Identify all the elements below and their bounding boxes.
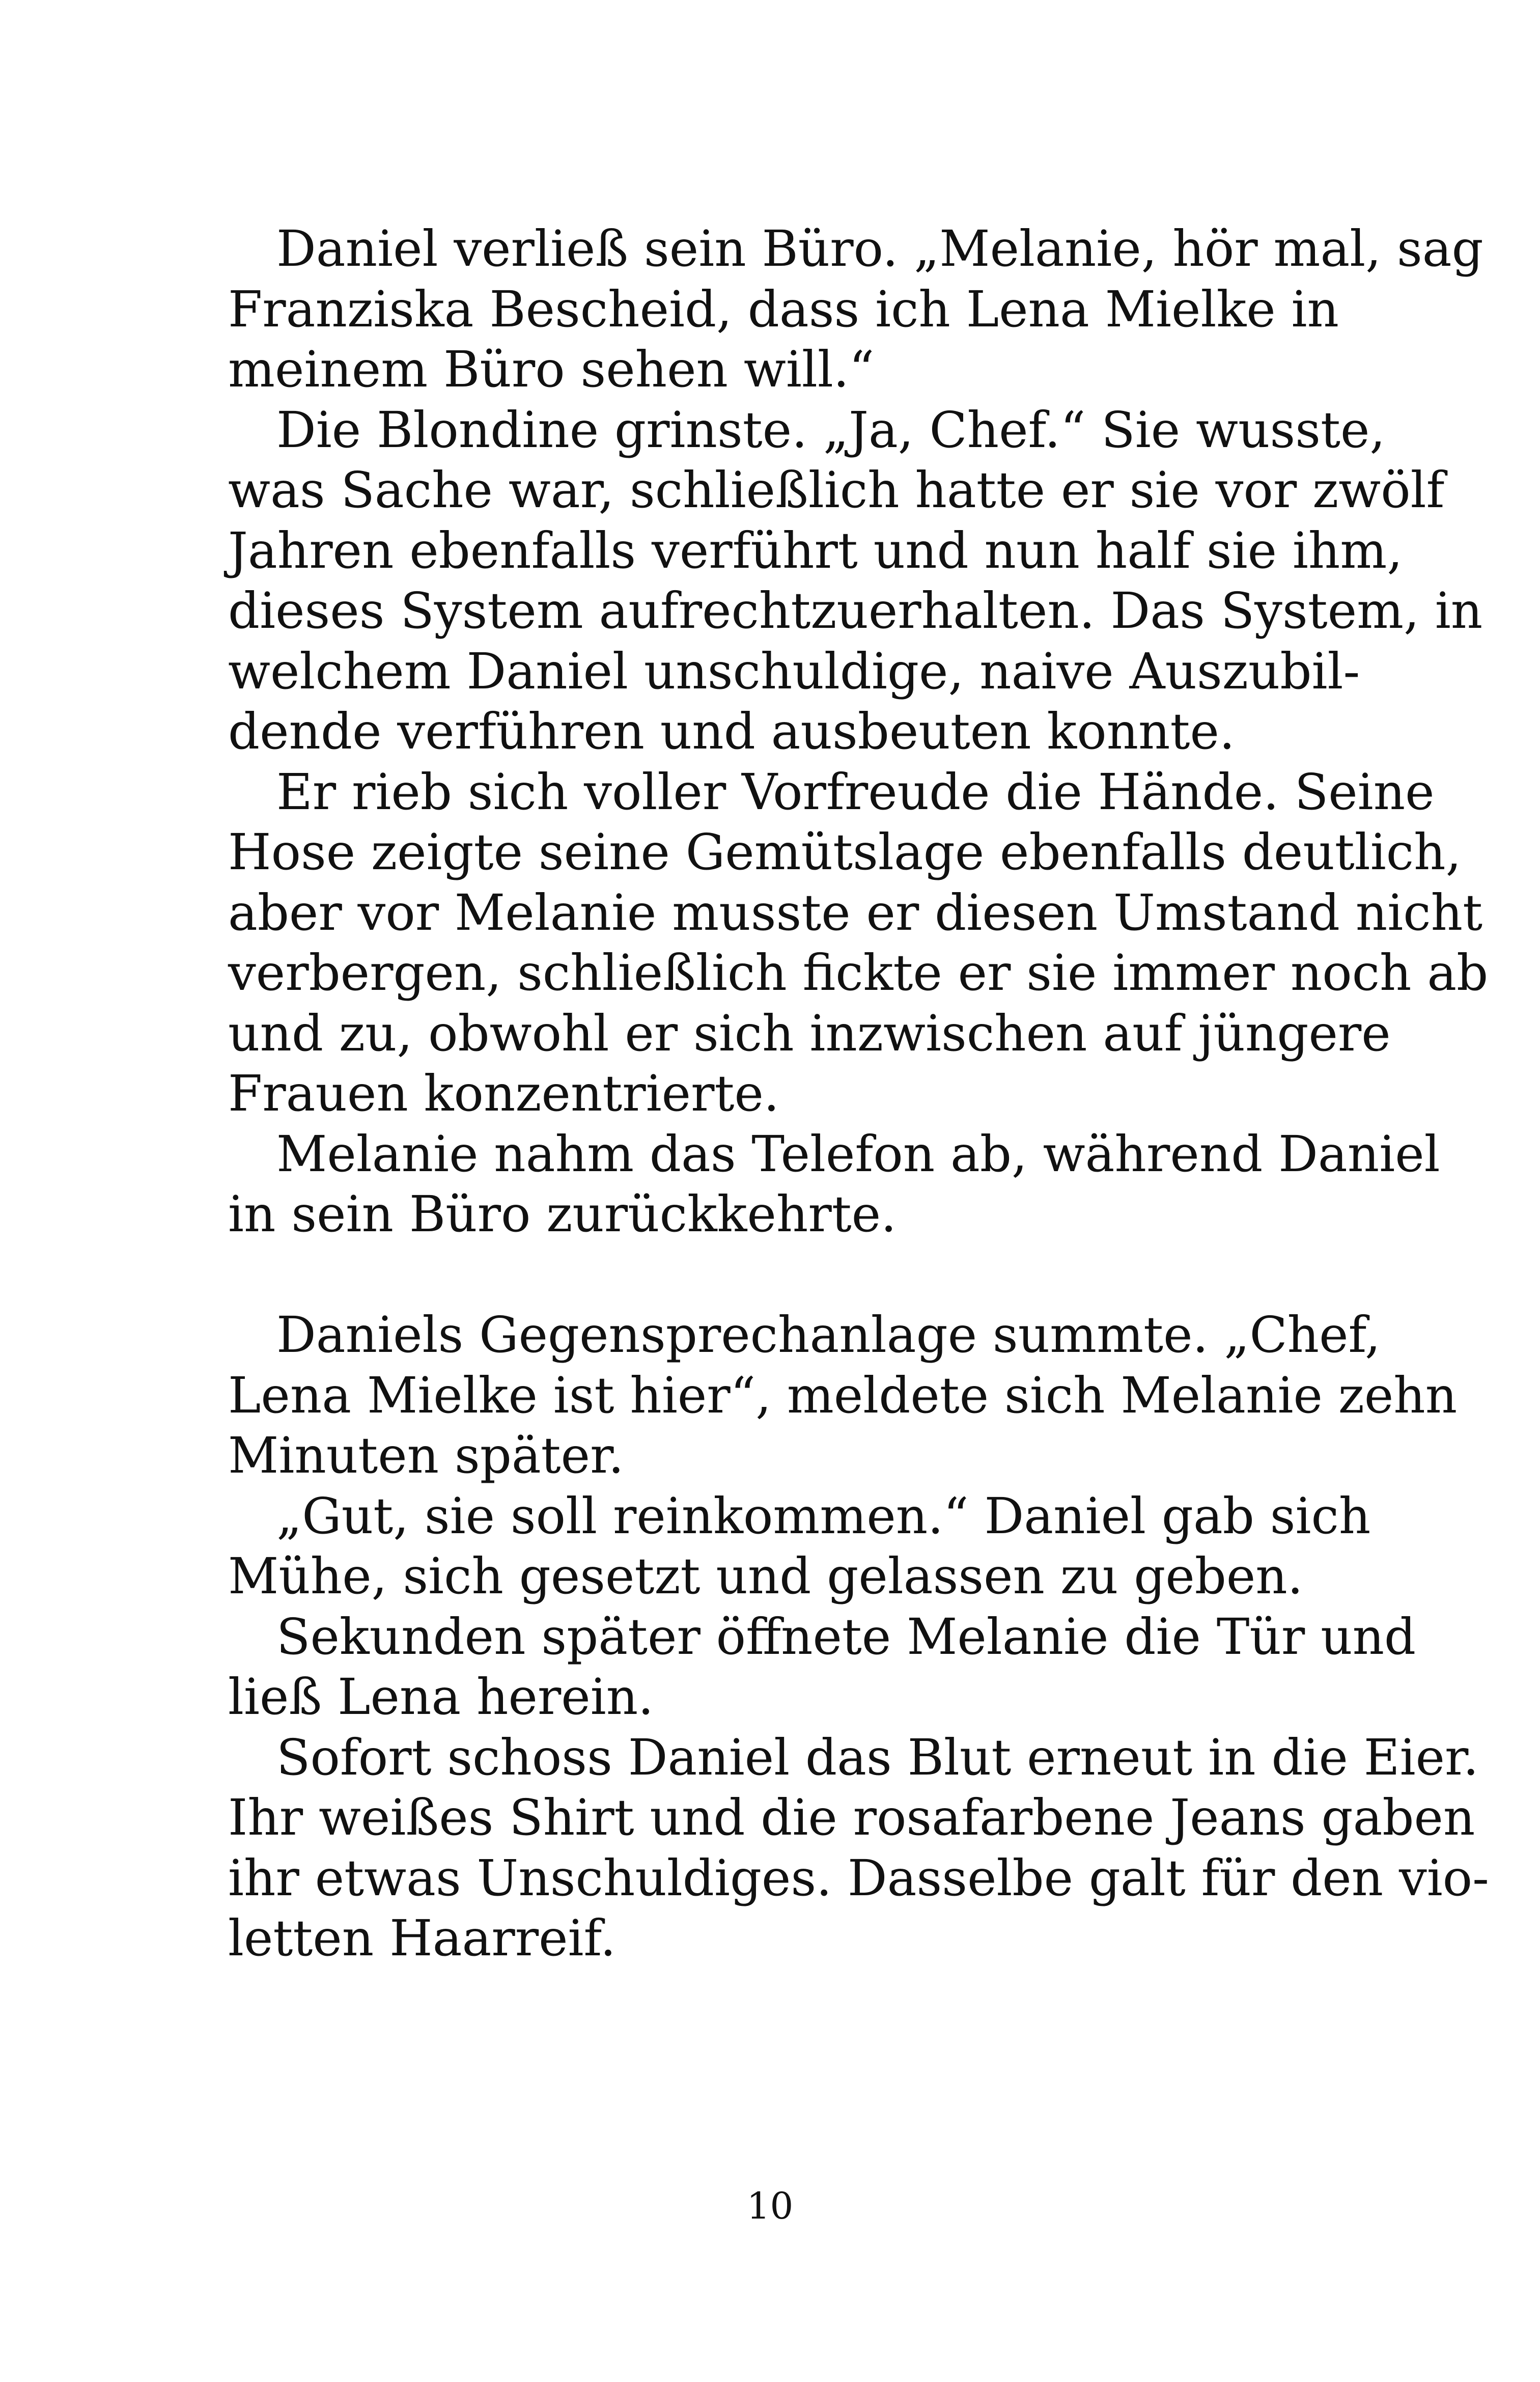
text-line: Lena Mielke ist hier“, meldete sich Melanie zehn xyxy=(228,1366,1458,1424)
text-line: „Gut, sie soll reinkommen.“ Daniel gab sich xyxy=(276,1487,1371,1545)
text-line: Jahren ebenfalls verführt und nun half sie ihm, xyxy=(228,521,1403,579)
text-line: Daniels Gegensprechanlage summte. „Chef, xyxy=(276,1306,1381,1364)
text-line: dende verführen und ausbeuten konnte. xyxy=(228,703,1235,760)
text-line: Minuten später. xyxy=(228,1427,624,1484)
text-line: Die Blondine grinste. „Ja, Chef.“ Sie wusste, xyxy=(276,401,1386,459)
text-line: Hose zeigte seine Gemütslage ebenfalls deutlich, xyxy=(228,823,1462,881)
body-text xyxy=(228,219,1489,1969)
text-line: meinem Büro sehen will.“ xyxy=(228,341,875,398)
text-line: welchem Daniel unschuldige, naive Auszubil- xyxy=(228,642,1360,700)
text-line: ihr etwas Unschuldiges. Dasselbe galt für den vio- xyxy=(228,1849,1489,1907)
text-line: dieses System aufrechtzuerhalten. Das System, in xyxy=(228,582,1483,640)
text-line: Melanie nahm das Telefon ab, während Daniel xyxy=(276,1125,1440,1183)
text-line: was Sache war, schließlich hatte er sie vor zwölf xyxy=(228,461,1445,519)
text-line: Daniel verließ sein Büro. „Melanie, hör mal, sag xyxy=(276,220,1483,278)
text-line: in sein Büro zurückkehrte. xyxy=(228,1185,897,1243)
text-line: letten Haarreif. xyxy=(228,1909,616,1967)
text-line: und zu, obwohl er sich inzwischen auf jüngere xyxy=(228,1004,1391,1062)
text-line: verbergen, schließlich fickte er sie immer noch ab xyxy=(228,944,1489,1002)
section-gap xyxy=(228,1245,1338,1306)
text-line: Sofort schoss Daniel das Blut erneut in die Eier. xyxy=(276,1728,1479,1786)
text-line: Mühe, sich gesetzt und gelassen zu geben. xyxy=(228,1547,1303,1605)
text-line: ließ Lena herein. xyxy=(228,1668,654,1726)
text-line: aber vor Melanie musste er diesen Umstand nicht xyxy=(228,883,1483,941)
page-number: 10 xyxy=(746,2184,794,2227)
text-line: Er rieb sich voller Vorfreude die Hände. Seine xyxy=(276,763,1435,821)
text-line: Ihr weißes Shirt und die rosafarbene Jeans gaben xyxy=(228,1789,1475,1846)
text-line: Franziska Bescheid, dass ich Lena Mielke in xyxy=(228,280,1339,338)
text-line: Sekunden später öffnete Melanie die Tür und xyxy=(276,1608,1416,1666)
text-line: Frauen konzentrierte. xyxy=(228,1065,779,1122)
